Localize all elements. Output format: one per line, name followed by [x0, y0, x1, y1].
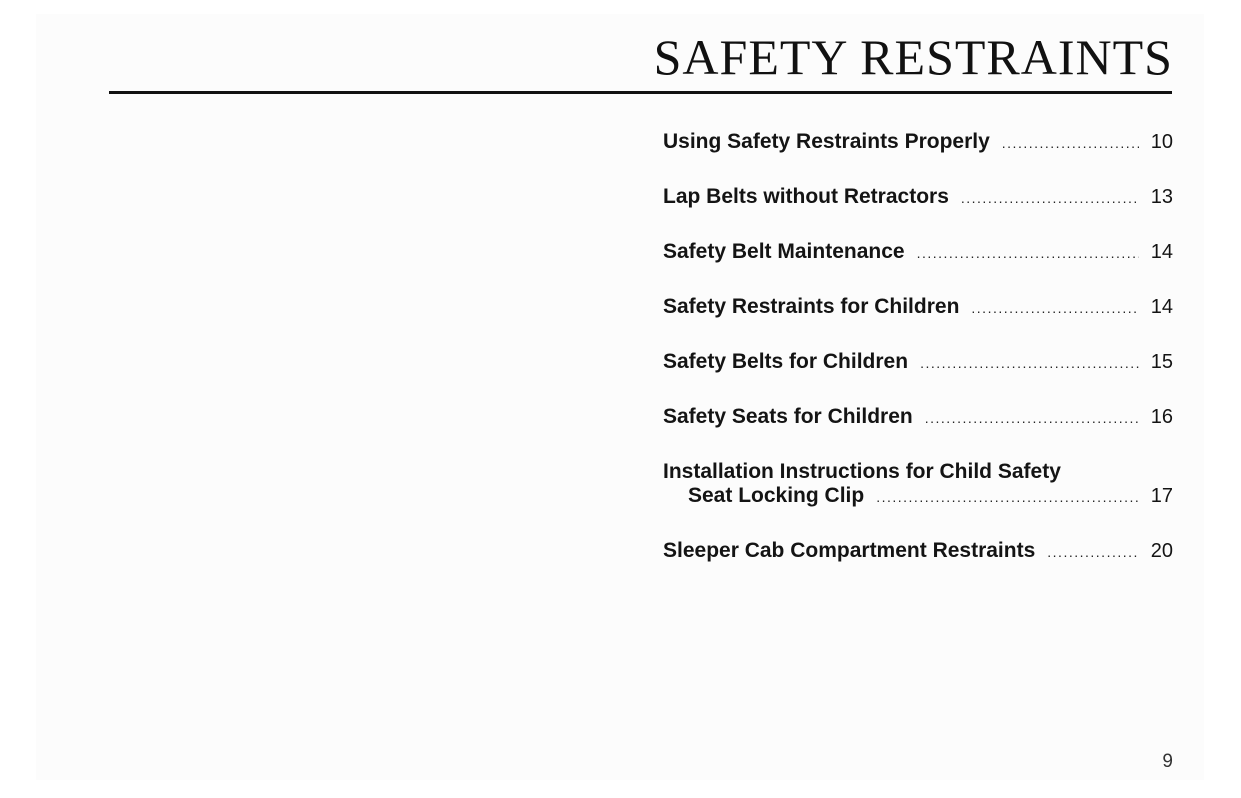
dot-leader [961, 186, 1139, 210]
toc-entry [663, 460, 1173, 509]
dot-leader [925, 406, 1139, 430]
toc-entry-page: 17 [1150, 485, 1173, 507]
toc-entry [663, 539, 1173, 564]
title-rule [109, 91, 1172, 94]
toc-entry [663, 295, 1173, 320]
toc-entry-page: 10 [1150, 131, 1173, 153]
toc-entry-label: Lap Belts without Retractors [663, 185, 949, 208]
table-of-contents [663, 130, 1173, 594]
dot-leader [1047, 540, 1139, 564]
toc-entry-label: Safety Restraints for Children [663, 295, 960, 318]
toc-entry [663, 240, 1173, 265]
toc-entry [663, 350, 1173, 375]
dot-leader [920, 351, 1139, 375]
toc-entry-label: Using Safety Restraints Properly [663, 130, 990, 153]
dot-leader [876, 485, 1139, 509]
toc-entry [663, 185, 1173, 210]
page-number: 9 [1162, 751, 1173, 772]
toc-entry [663, 130, 1173, 155]
toc-entry-page: 14 [1150, 296, 1173, 318]
toc-entry-label-line2: Seat Locking Clip [688, 484, 865, 507]
toc-entry-page: 15 [1150, 351, 1173, 373]
dot-leader [917, 241, 1139, 265]
dot-leader [1002, 131, 1139, 155]
toc-entry-page: 14 [1150, 241, 1173, 263]
toc-entry-label: Sleeper Cab Compartment Restraints [663, 539, 1036, 562]
toc-entry-page: 20 [1150, 540, 1173, 562]
toc-entry [663, 405, 1173, 430]
toc-entry-label: Safety Seats for Children [663, 405, 913, 428]
toc-entry-label: Safety Belts for Children [663, 350, 909, 373]
toc-entry-page: 13 [1150, 186, 1173, 208]
toc-entry-label: Safety Belt Maintenance [663, 240, 905, 263]
toc-entry-page: 16 [1150, 406, 1173, 428]
page-title: SAFETY RESTRAINTS [653, 29, 1173, 85]
dot-leader [971, 296, 1139, 320]
toc-entry-label-line1: Installation Instructions for Child Safety [663, 460, 1061, 483]
